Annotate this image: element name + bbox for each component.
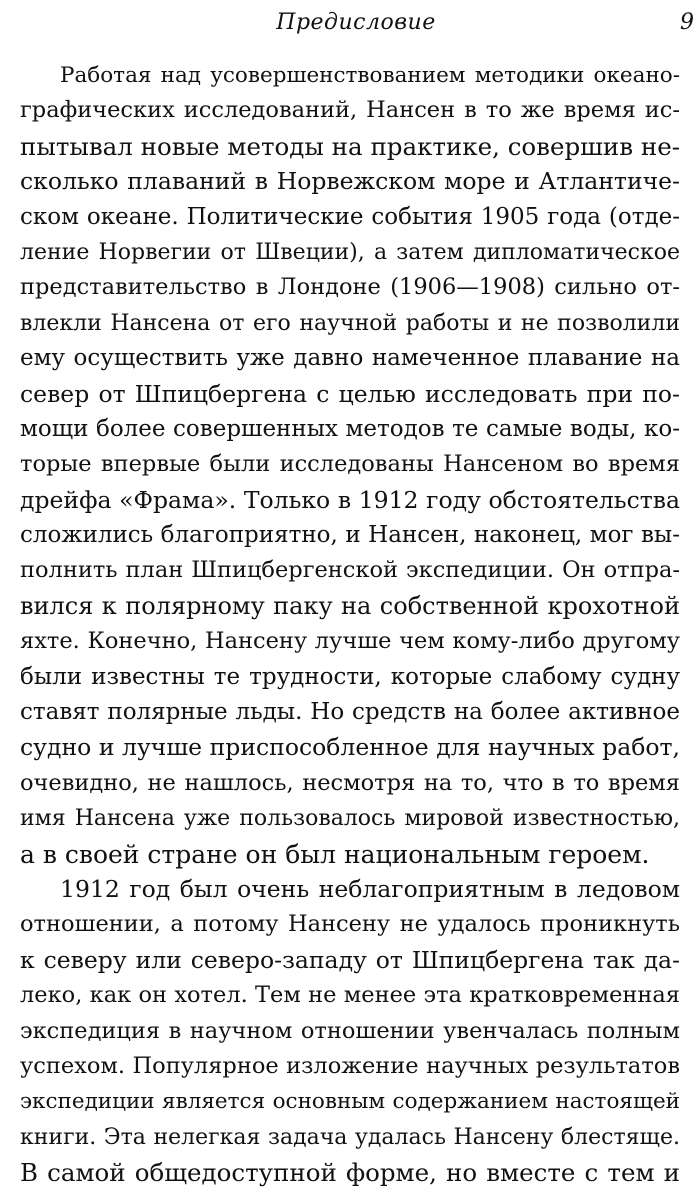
text-line: экспедиции является основным содержанием настоящей [20,1089,680,1115]
text-line: 1912 год был очень неблагоприятным в ледовом [60,874,680,903]
text-line: судно и лучше приспособленное для научных работ, [20,733,680,762]
text-line: влекли Нансена от его научной работы и не позволили [20,310,680,336]
text-line: ему осуществить уже давно намеченное плавание на [20,345,680,372]
text-line: книги. Эта нелегкая задача удалась Нансену блестяще. [20,1124,680,1150]
text-line: мощи более совершенных методов те самые воды, ко- [20,415,680,442]
paragraph-1 [20,58,680,872]
running-title: Предисловие [276,10,436,35]
text-line: ление Норвегии от Швеции), а затем дипломатическое [20,239,680,265]
text-line: отношении, а потому Нансену не удалось проникнуть [20,911,680,938]
body-text [20,58,680,1191]
text-line: ском океане. Политические события 1905 года (отде- [20,203,680,230]
text-line: полнить план Шпицбергенской экспедиции. Он отпра- [20,557,680,584]
page-number: 9 [680,10,694,35]
text-line: экспедиция в научном отношении увенчалась полным [20,1017,680,1044]
running-head [18,10,694,40]
paragraph-2 [20,872,680,1191]
text-line: имя Нансена уже пользовалось мировой известностью, [20,806,680,832]
text-line: пытывал новые методы на практике, совершив не- [20,131,680,161]
text-line: к северу или северо-западу от Шпицбергена так да- [20,945,680,974]
text-line: север от Шпицбергена с целью исследовать при по- [20,379,680,408]
text-line: торые впервые были исследованы Нансеном во время [20,451,680,478]
text-line: дрейфа «Фрама». Только в 1912 году обстоятельства [20,485,680,514]
text-line: были известны те трудности, которые слабому судну [20,663,680,690]
text-line: а в своей стране он был национальным героем. [20,839,650,869]
text-line: ставят полярные льды. Но средств на более активное [20,699,680,726]
text-line: сложились благоприятно, и Нансен, наконец, мог вы- [20,522,680,549]
text-line: сколько плаваний в Норвежском море и Атлантиче- [20,167,680,196]
text-line: графических исследований, Нансен в то же время ис- [20,97,680,124]
text-line: яхте. Конечно, Нансену лучше чем кому-либо другому [20,628,680,655]
text-line: леко, как он хотел. Тем не менее эта кратковременная [20,982,680,1009]
text-line: представительство в Лондоне (1906—1908) сильно от- [20,274,680,301]
text-line: Работая над усовершенствованием методики океано- [60,63,680,88]
text-line: В самой общедоступной форме, но вместе с тем и [20,1158,680,1188]
text-line: вился к полярному паку на собственной крохотной [20,591,680,620]
text-line: успехом. Популярное изложение научных результатов [20,1052,680,1079]
text-line: очевидно, не нашлось, несмотря на то, что в то время [20,769,680,796]
